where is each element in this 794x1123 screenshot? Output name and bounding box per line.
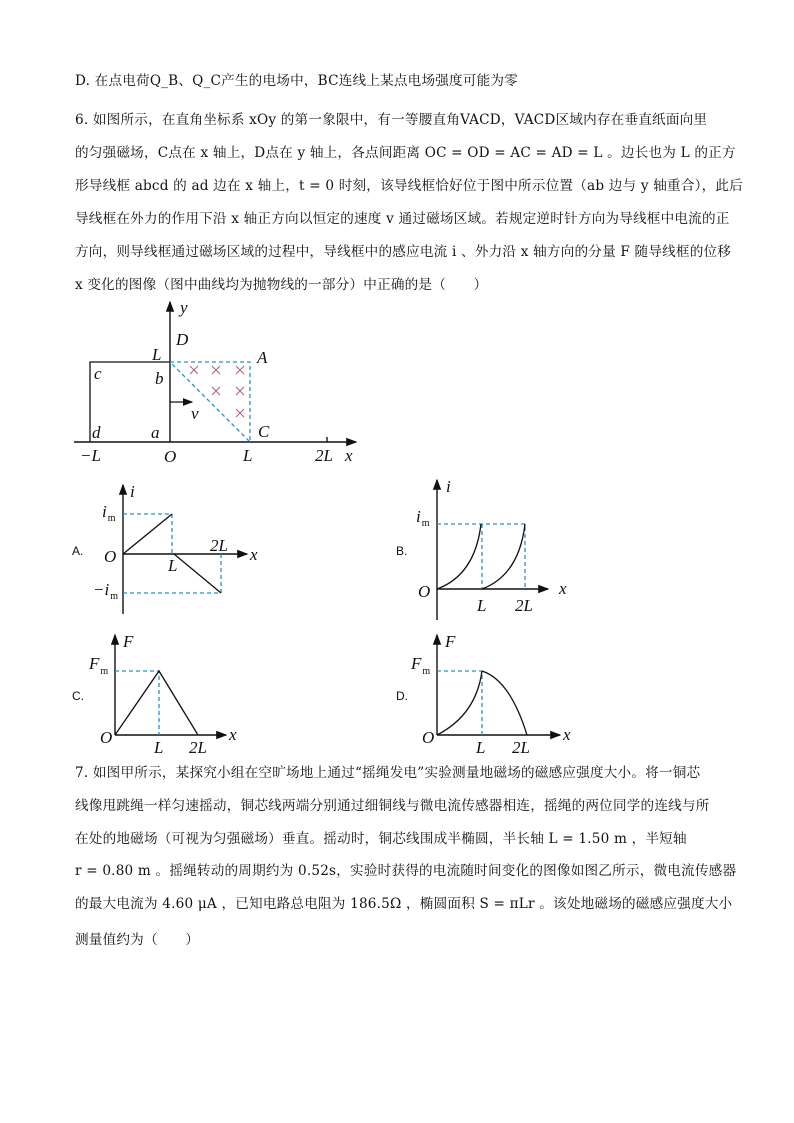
im-label — [416, 507, 430, 529]
figure-label: L — [168, 556, 178, 575]
figure-label: A. — [72, 544, 84, 558]
q6-line: 方向，则导线框通过磁场区域的过程中，导线框中的感应电流 i 、外力沿 x 轴方向的分量 F 随导线框的位移 — [75, 244, 732, 260]
figure-label: b — [155, 369, 164, 388]
figure-label: F — [411, 654, 422, 673]
figure-label: x — [559, 579, 567, 598]
figure-label: i — [130, 482, 135, 501]
figure-label: F — [445, 632, 456, 651]
figure-label: D. — [396, 689, 408, 703]
figure-label: O — [100, 728, 113, 747]
q6-line: 的匀强磁场，C点在 x 轴上，D点在 y 轴上，各点间距离 OC = OD = AC = AD = L 。边长也为 L 的正方 — [75, 145, 736, 161]
neg-im-label — [93, 580, 118, 602]
figure-label: L — [152, 345, 162, 364]
figure-label: B. — [396, 544, 408, 558]
option-a-graph[interactable] — [72, 482, 258, 614]
q7-line: 的最大电流为 4.60 μA ，已知电路总电阻为 186.5Ω ，椭圆面积 S = πLr 。该处地磁场的磁感应强度大小 — [75, 896, 733, 912]
figure-label: m — [100, 666, 109, 677]
q6-line: x 变化的图像（图中曲线均为抛物线的一部分）中正确的是（ ） — [75, 277, 488, 293]
figure-label: x — [563, 725, 571, 744]
q7-line: 线像甩跳绳一样匀速摇动，铜芯线两端分别通过细铜线与微电流传感器相连，摇绳的两位同学的连线与所 — [75, 798, 710, 814]
option-b-graph[interactable] — [396, 477, 567, 620]
q7-line: 测量值约为（ ） — [75, 932, 200, 948]
q5-option-d: D. 在点电荷Q_B、Q_C产生的电场中，BC连线上某点电场强度可能为零 — [75, 73, 519, 89]
option-d-graph[interactable] — [396, 632, 571, 757]
figure-label: d — [92, 423, 101, 442]
figure-label: m — [422, 666, 431, 677]
figure-label: L — [243, 446, 253, 465]
figure-label: O — [104, 547, 117, 566]
figure-label: O — [164, 447, 177, 466]
figure-label: D — [176, 330, 189, 349]
fm-label — [410, 654, 430, 677]
fm-label — [88, 654, 108, 677]
figure-label: L — [477, 596, 487, 615]
figure-label: L — [476, 738, 486, 757]
figure-label: c — [94, 364, 102, 383]
figure-label: C — [258, 422, 270, 441]
figure-label: m — [110, 591, 118, 602]
figure-label: F — [123, 632, 134, 651]
q6-line: 导线框在外力的作用下沿 x 轴正方向以恒定的速度 v 通过磁场区域。若规定逆时针方向为导线框中电流的正 — [75, 211, 730, 227]
figure-label: 2L — [512, 738, 530, 757]
figure-label: i — [416, 507, 421, 526]
figure-label: L — [154, 738, 164, 757]
figure-label: 2L — [315, 446, 333, 465]
q6-line: 形导线框 abcd 的 ad 边在 x 轴上，t = 0 时刻，该导线框恰好位于图中所示位置（ab 边与 y 轴重合），此后 — [75, 178, 744, 194]
figure-label: O — [422, 728, 435, 747]
figure-label: F — [89, 654, 100, 673]
figure-label: i — [446, 477, 451, 496]
q6-line: 6. 如图所示，在直角坐标系 xOy 的第一象限中，有一等腰直角VACD，VACD区域内存在垂直纸面向里 — [75, 112, 708, 128]
figure-label: 2L — [189, 738, 207, 757]
figure-label: O — [418, 582, 431, 601]
figure-label: v — [191, 404, 199, 423]
figure-label: −L — [80, 446, 101, 465]
figure-label: m — [107, 513, 116, 524]
figure-label: 2L — [515, 596, 533, 615]
figure-label: x — [250, 545, 258, 564]
q7-line: 在处的地磁场（可视为匀强磁场）垂直。摇动时，铜芯线围成半椭圆，半长轴 L = 1.50 m ，半短轴 — [75, 831, 687, 847]
figure-label: i — [102, 502, 107, 521]
q7-line: 7. 如图甲所示，某探究小组在空旷场地上通过“摇绳发电”实验测量地磁场的磁感应强度大小。将一铜芯 — [75, 765, 701, 781]
figure-label: m — [421, 518, 430, 529]
main-diagram — [74, 298, 356, 466]
figure-label: 2L — [210, 536, 228, 555]
figure-label: C. — [72, 689, 84, 703]
figure-label: x — [229, 725, 237, 744]
q7-line: r = 0.80 m 。摇绳转动的周期约为 0.52s，实验时获得的电流随时间变化的图像如图乙所示，微电流传感器 — [75, 863, 737, 879]
figure-label: a — [151, 423, 160, 442]
figure-label: A — [257, 348, 268, 367]
im-label — [102, 502, 116, 524]
option-c-graph[interactable] — [72, 632, 237, 757]
figure-label: x — [345, 446, 353, 465]
figure-label: −i — [93, 580, 110, 599]
figure-label: y — [180, 298, 188, 317]
